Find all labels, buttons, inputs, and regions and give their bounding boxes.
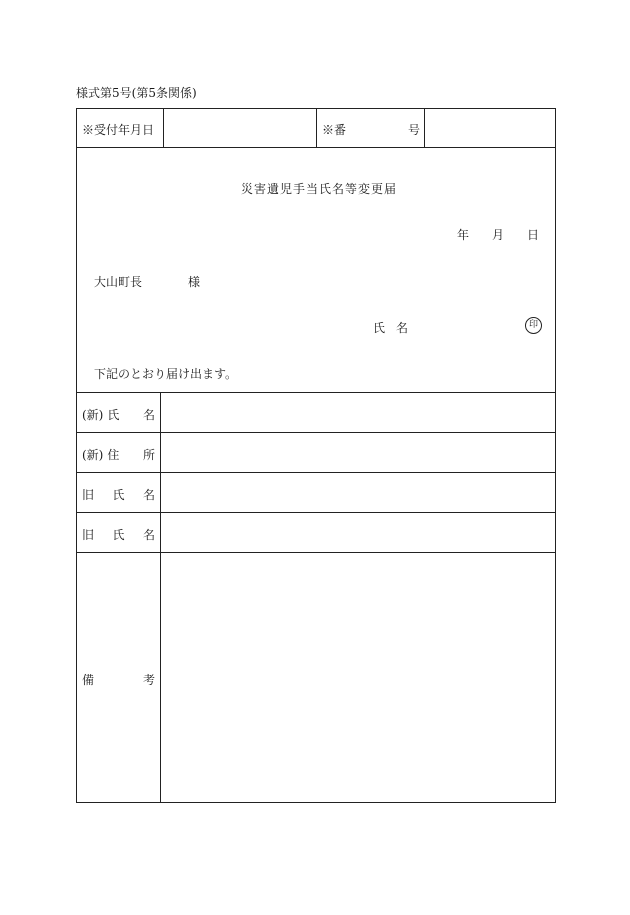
new-address-prefix: (新) <box>82 448 104 462</box>
divider <box>160 392 161 803</box>
divider <box>76 432 556 433</box>
form-number: 様式第5号(第5条関係) <box>76 86 197 100</box>
old-name-label-1: 旧 <box>82 488 95 502</box>
number-label: ※番 <box>322 123 347 137</box>
number-label-suffix: 号 <box>408 123 421 137</box>
divider <box>76 512 556 513</box>
new-address-label <box>82 446 155 463</box>
old-name-field[interactable] <box>163 475 553 509</box>
new-name-label-1: 氏 <box>107 408 120 422</box>
old-name-label-2: 氏 <box>112 488 125 502</box>
applicant-name-label-1: 氏 <box>373 321 386 335</box>
old-name-label-secondary <box>82 526 155 543</box>
applicant-name-label-2: 名 <box>396 321 409 335</box>
old-name-field-secondary[interactable] <box>163 515 553 549</box>
received-date-label: ※受付年月日 <box>82 123 155 137</box>
old-name-label-2: 氏 <box>112 528 125 542</box>
seal-mark: 印 <box>525 317 542 334</box>
received-date-field[interactable] <box>166 111 314 145</box>
new-name-label-2: 名 <box>142 408 155 422</box>
form-title: 災害遺児手当氏名等変更届 <box>241 182 398 196</box>
remarks-label <box>82 671 155 688</box>
new-name-prefix: (新) <box>82 408 104 422</box>
divider <box>316 108 317 148</box>
date-month-label: 月 <box>492 228 505 242</box>
new-name-field[interactable] <box>163 395 553 429</box>
honorific: 様 <box>188 275 201 289</box>
new-address-label-2: 所 <box>142 448 155 462</box>
old-name-label-1: 旧 <box>82 528 95 542</box>
divider <box>163 108 164 148</box>
divider <box>424 108 425 148</box>
new-name-label <box>82 406 155 423</box>
statement: 下記のとおり届け出ます。 <box>94 367 238 381</box>
old-name-label-3: 名 <box>142 488 155 502</box>
new-address-field[interactable] <box>163 435 553 469</box>
old-name-label-3: 名 <box>142 528 155 542</box>
divider <box>76 392 556 393</box>
divider <box>76 552 556 553</box>
date-day-label: 日 <box>527 228 540 242</box>
date-year-label: 年 <box>457 228 470 242</box>
remarks-field[interactable] <box>163 555 553 800</box>
old-name-label <box>82 486 155 503</box>
remarks-label-1: 備 <box>82 673 95 687</box>
number-field[interactable] <box>427 111 553 145</box>
new-address-label-1: 住 <box>107 448 120 462</box>
divider <box>76 472 556 473</box>
remarks-label-2: 考 <box>142 673 155 687</box>
addressee: 大山町長 <box>94 275 143 289</box>
